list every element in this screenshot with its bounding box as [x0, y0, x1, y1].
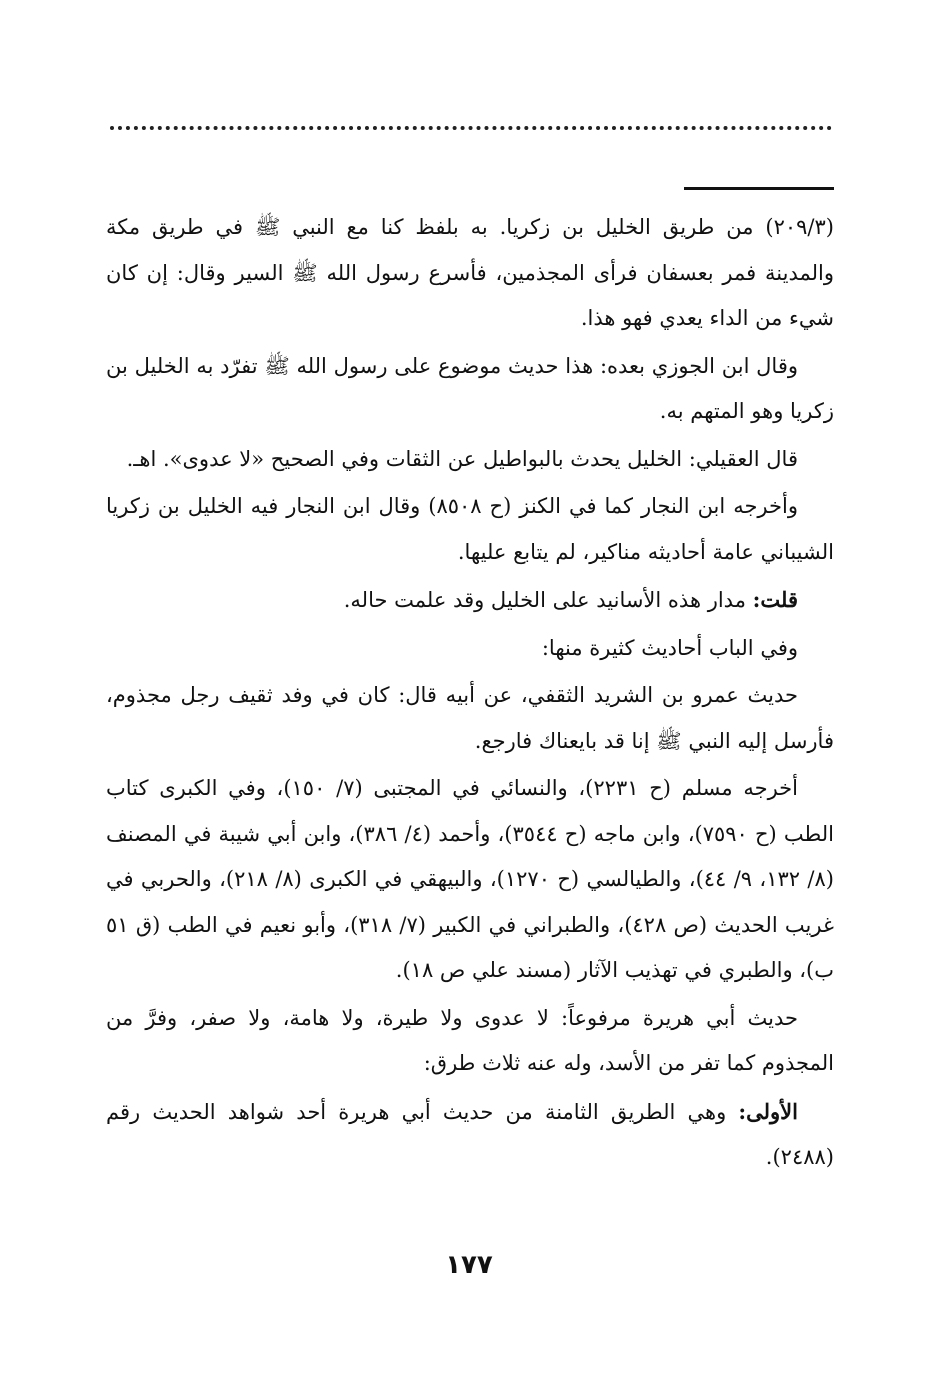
paragraph-text: أخرجه مسلم (ح ٢٢٣١)، والنسائي في المجتبى (٧/ ١٥٠)، وفي الكبرى كتاب الطب (ح ٧٥٩٠)، وابن ماجه (ح ٣٥٤٤)، وأحمد (٤/ ٣٨٦)، وابن أبي شيبة في المصنف (٨/ ١٣٢، ٩/ ٤٤)، والطيالسي (ح ١٢٧٠)، والبيهقي في الكبرى (٨/ ٢١٨)، والحربي في غريب الحديث (ص ٤٢٨)، والطبراني في الكبير (٧/ ٣١٨)، وأبو نعيم في الطب (ق ٥١ ب)، والطبري في تهذيب الآثار (مسند علي ص ١٨). [106, 776, 834, 982]
footnote-paragraph [106, 344, 834, 435]
page-number: ١٧٧ [445, 1250, 493, 1280]
footnote-paragraph [106, 205, 834, 342]
footnote-paragraph [106, 996, 834, 1087]
paragraph-text: حديث أبي هريرة مرفوعاً: لا عدوى ولا طيرة، ولا هامة، ولا صفر، وفرَّ من المجذوم كما تفر من الأسد، وله عنه ثلاث طرق: [106, 1005, 834, 1075]
paragraph-text: قال العقيلي: الخليل يحدث بالبواطيل عن الثقات وفي الصحيح «لا عدوى». اهـ. [126, 446, 798, 471]
footnote-paragraph [106, 437, 834, 483]
footnote-paragraph [106, 577, 834, 624]
footnote-paragraph [106, 484, 834, 575]
paragraph-text: مدار هذه الأسانيد على الخليل وقد علمت حاله. [343, 588, 753, 612]
paragraph-text: وهي الطريق الثامنة من حديث أبي هريرة أحد شواهد الحديث رقم (٢٤٨٨). [106, 1099, 834, 1169]
footnote-separator-line [684, 187, 834, 190]
footnote-paragraph [106, 626, 834, 672]
footnote-text-block [106, 205, 834, 1183]
top-dotted-separator [110, 126, 832, 130]
footnote-paragraph [106, 673, 834, 764]
footnote-paragraph [106, 766, 834, 994]
paragraph-text: (٢٠٩/٣) من طريق الخليل بن زكريا. به بلفظ كنا مع النبي ﷺ في طريق مكة والمدينة فمر بعسفان فرأى المجذمين، فأسرع رسول الله ﷺ السير وقال: إن كان شيء من الداء يعدي فهو هذا. [106, 215, 834, 330]
footnote-paragraph [106, 1089, 834, 1181]
paragraph-text: وأخرجه ابن النجار كما في الكنز (ح ٨٥٠٨) وقال ابن النجار فيه الخليل بن زكريا الشيباني عامة أحاديثه مناكير، لم يتابع عليها. [106, 494, 834, 564]
paragraph-text: وقال ابن الجوزي بعده: هذا حديث موضوع على رسول الله ﷺ تفرّد به الخليل بن زكريا وهو المتهم به. [106, 353, 834, 423]
paragraph-text: وفي الباب أحاديث كثيرة منها: [541, 635, 798, 660]
paragraph-lead-word: قلت: [752, 587, 798, 612]
paragraph-lead-word: الأولى: [738, 1098, 798, 1124]
paragraph-text: حديث عمرو بن الشريد الثقفي، عن أبيه قال: كان في وفد ثقيف رجل مجذوم، فأرسل إليه النبي ﷺ إنا قد بايعناك فارجع. [106, 683, 834, 753]
